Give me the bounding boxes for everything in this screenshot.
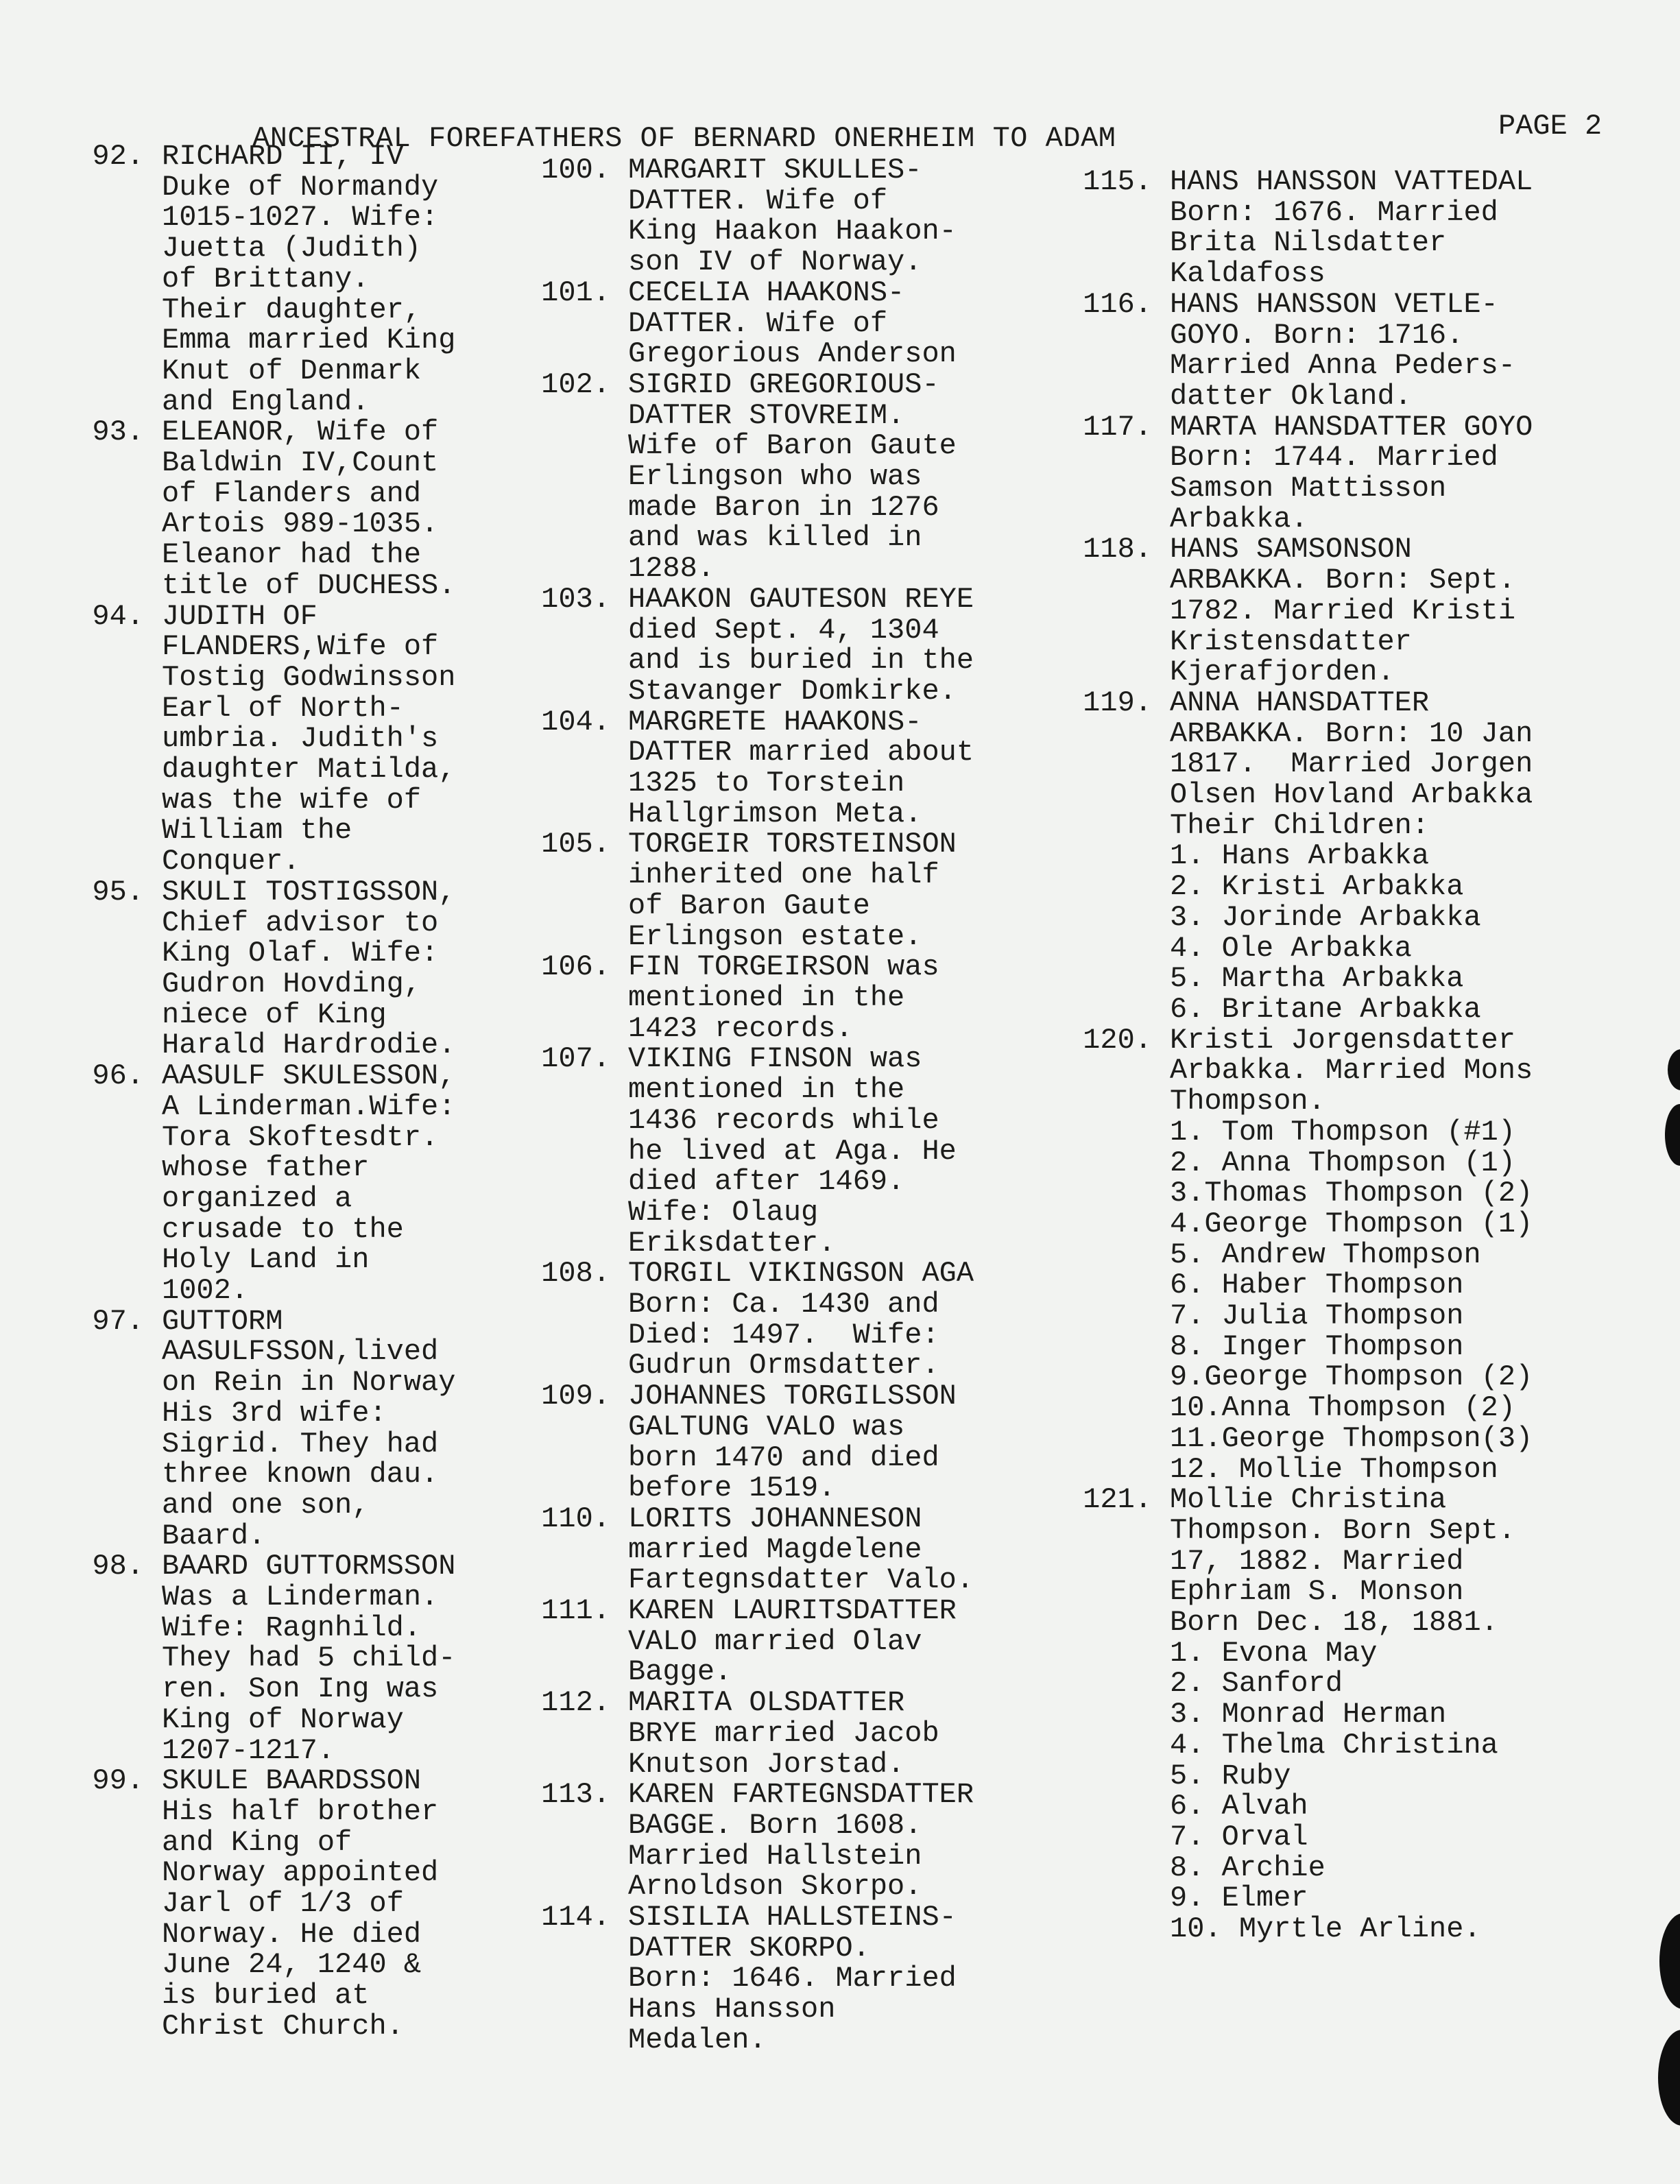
entry-line: Baard. bbox=[162, 1519, 266, 1552]
entry-line: HAAKON GAUTESON REYE bbox=[628, 582, 974, 616]
entry-text bbox=[628, 1381, 1029, 1504]
entry-line: born 1470 and died bbox=[628, 1441, 939, 1474]
entry-number: 116. bbox=[1083, 287, 1152, 321]
entry-line: 3.Thomas Thompson (2) bbox=[1170, 1177, 1533, 1210]
entry-line: Sigrid. They had bbox=[162, 1427, 439, 1461]
entry-text bbox=[628, 1596, 1029, 1688]
genealogy-entry bbox=[494, 1779, 1029, 1902]
entry-text bbox=[628, 1779, 1029, 1902]
entry-line: JUDITH OF bbox=[162, 599, 317, 633]
entry-line: Earl of North- bbox=[162, 691, 404, 725]
entry-line: Kristi Jorgensdatter bbox=[1170, 1023, 1516, 1057]
entry-text bbox=[162, 1306, 514, 1552]
entry-line: RICHARD II, IV bbox=[162, 140, 404, 173]
entry-line: HANS HANSSON VATTEDAL bbox=[1170, 165, 1533, 198]
genealogy-entry bbox=[21, 141, 514, 417]
entry-line: Duke of Normandy bbox=[162, 170, 439, 204]
entry-line: title of DUCHESS. bbox=[162, 568, 456, 602]
entry-line: His 3rd wife: bbox=[162, 1396, 387, 1430]
genealogy-entry bbox=[494, 278, 1029, 370]
entry-number: 94. bbox=[92, 599, 144, 633]
entry-line: Bagge. bbox=[628, 1655, 732, 1689]
entry-line: Married Hallstein bbox=[628, 1839, 922, 1873]
entry-line: King Olaf. Wife: bbox=[162, 937, 439, 970]
entry-line: was the wife of bbox=[162, 783, 422, 817]
entry-text bbox=[162, 877, 514, 1061]
entry-line: CECELIA HAAKONS- bbox=[628, 276, 905, 309]
genealogy-entry bbox=[21, 1061, 514, 1306]
entry-text bbox=[628, 1504, 1029, 1596]
entry-text bbox=[628, 1688, 1029, 1779]
genealogy-entry bbox=[494, 1688, 1029, 1779]
entry-line: They had 5 child- bbox=[162, 1642, 456, 1675]
entry-line: Arbakka. bbox=[1170, 502, 1308, 536]
genealogy-entry bbox=[21, 1551, 514, 1766]
entry-line: Ephriam S. Monson bbox=[1170, 1575, 1464, 1609]
entry-line: Eleanor had the bbox=[162, 538, 422, 572]
entry-line: Holy Land in bbox=[162, 1243, 370, 1277]
entry-line: Wife: Olaug bbox=[628, 1195, 819, 1229]
page-number: PAGE 2 bbox=[1498, 110, 1603, 143]
entry-number: 104. bbox=[541, 705, 610, 739]
entry-line: died after 1469. bbox=[628, 1165, 905, 1199]
entry-line: 1436 records while bbox=[628, 1103, 939, 1137]
entry-text bbox=[628, 707, 1029, 830]
entry-line: 1325 to Torstein bbox=[628, 767, 905, 800]
entry-line: Wife: Ragnhild. bbox=[162, 1611, 422, 1644]
entry-line: HANS SAMSONSON bbox=[1170, 533, 1412, 566]
entry-line: TORGIL VIKINGSON AGA bbox=[628, 1257, 974, 1291]
entry-line: inherited one half bbox=[628, 859, 939, 892]
entry-number: 105. bbox=[541, 828, 610, 861]
column-3 bbox=[1042, 167, 1659, 1945]
entry-line: DATTER. Wife of bbox=[628, 307, 888, 340]
entry-text bbox=[1170, 289, 1659, 412]
entry-line: Born: 1744. Married bbox=[1170, 441, 1498, 475]
binder-hole-icon bbox=[1659, 1913, 1680, 2009]
entry-line: June 24, 1240 & bbox=[162, 1948, 422, 1982]
entry-line: MARITA OLSDATTER bbox=[628, 1686, 905, 1720]
entry-line: GOYO. Born: 1716. bbox=[1170, 318, 1464, 352]
entry-line: Baldwin IV,Count bbox=[162, 446, 439, 480]
entry-line: TORGEIR TORSTEINSON bbox=[628, 828, 957, 861]
entry-line: ANNA HANSDATTER bbox=[1170, 686, 1430, 719]
genealogy-entry bbox=[21, 1306, 514, 1552]
entry-line: King Haakon Haakon- bbox=[628, 215, 957, 248]
entry-line: LORITS JOHANNESON bbox=[628, 1502, 922, 1535]
entry-text bbox=[162, 1766, 514, 2041]
genealogy-entry bbox=[21, 1766, 514, 2041]
entry-line: William the bbox=[162, 814, 352, 848]
entry-text bbox=[162, 417, 514, 601]
entry-line: KAREN FARTEGNSDATTER bbox=[628, 1778, 974, 1812]
entry-line: Kaldafoss bbox=[1170, 257, 1325, 291]
entry-text bbox=[628, 278, 1029, 370]
entry-text bbox=[1170, 688, 1659, 1025]
genealogy-entry bbox=[21, 601, 514, 877]
entry-text bbox=[162, 601, 514, 877]
entry-line: of Baron Gaute bbox=[628, 889, 870, 922]
entry-line: 9. Elmer bbox=[1170, 1882, 1308, 1915]
entry-text bbox=[628, 155, 1029, 278]
entry-text bbox=[628, 370, 1029, 584]
entry-line: Artois 989-1035. bbox=[162, 507, 439, 541]
genealogy-entry bbox=[494, 1596, 1029, 1688]
entry-line: Knutson Jorstad. bbox=[628, 1747, 905, 1781]
genealogy-entry bbox=[494, 829, 1029, 952]
entry-number: 100. bbox=[541, 154, 610, 187]
genealogy-entry bbox=[1042, 534, 1659, 688]
binder-hole-icon bbox=[1668, 1049, 1680, 1090]
entry-line: 5. Ruby bbox=[1170, 1759, 1291, 1792]
entry-text bbox=[162, 1061, 514, 1306]
genealogy-entry bbox=[494, 584, 1029, 707]
genealogy-entry bbox=[494, 1504, 1029, 1596]
entry-line: JOHANNES TORGILSSON bbox=[628, 1380, 957, 1413]
entry-line: niece of King bbox=[162, 998, 387, 1031]
entry-text bbox=[1170, 167, 1659, 289]
entry-line: 1. Tom Thompson (#1) bbox=[1170, 1115, 1516, 1149]
entry-line: GALTUNG VALO was bbox=[628, 1410, 905, 1443]
entry-line: ren. Son Ing was bbox=[162, 1672, 439, 1706]
genealogy-entry bbox=[1042, 289, 1659, 412]
entry-line: Hallgrimson Meta. bbox=[628, 797, 922, 830]
entry-line: MARGRETE HAAKONS- bbox=[628, 705, 922, 739]
entry-line: Erlingson who was bbox=[628, 460, 922, 494]
entry-line: SIGRID GREGORIOUS- bbox=[628, 368, 939, 401]
entry-line: BAARD GUTTORMSSON bbox=[162, 1550, 456, 1583]
entry-line: 4. Thelma Christina bbox=[1170, 1728, 1498, 1762]
entry-line: on Rein in Norway bbox=[162, 1366, 456, 1400]
entry-line: DATTER STOVREIM. bbox=[628, 398, 905, 432]
column-1 bbox=[21, 141, 514, 2042]
entry-line: Arnoldson Skorpo. bbox=[628, 1870, 922, 1904]
genealogy-entry bbox=[494, 155, 1029, 278]
entry-line: and was killed in bbox=[628, 521, 922, 555]
genealogy-entry bbox=[1042, 412, 1659, 535]
entry-line: Gudron Hovding, bbox=[162, 967, 422, 1000]
entry-text bbox=[1170, 1025, 1659, 1485]
entry-line: ELEANOR, Wife of bbox=[162, 416, 439, 449]
entry-number: 118. bbox=[1083, 533, 1152, 566]
entry-line: 2. Sanford bbox=[1170, 1667, 1343, 1701]
entry-line: FLANDERS,Wife of bbox=[162, 630, 439, 664]
binder-hole-icon bbox=[1658, 2030, 1680, 2126]
entry-number: 93. bbox=[92, 416, 144, 449]
entry-number: 119. bbox=[1083, 686, 1152, 719]
entry-line: 12. Mollie Thompson bbox=[1170, 1452, 1498, 1486]
entry-line: datter Okland. bbox=[1170, 379, 1412, 413]
entry-line: 4. Ole Arbakka bbox=[1170, 931, 1412, 965]
genealogy-entry bbox=[1042, 1485, 1659, 1945]
entry-number: 95. bbox=[92, 875, 144, 909]
entry-number: 92. bbox=[92, 140, 144, 173]
entry-line: 6. Alvah bbox=[1170, 1790, 1308, 1823]
entry-line: Fartegnsdatter Valo. bbox=[628, 1563, 974, 1597]
entry-line: Tostig Godwinsson bbox=[162, 660, 456, 694]
entry-number: 113. bbox=[541, 1778, 610, 1812]
genealogy-entry bbox=[494, 1044, 1029, 1258]
entry-line: mentioned in the bbox=[628, 1073, 905, 1107]
genealogy-entry bbox=[494, 1258, 1029, 1381]
genealogy-entry bbox=[494, 952, 1029, 1044]
entry-number: 101. bbox=[541, 276, 610, 309]
entry-line: Juetta (Judith) bbox=[162, 232, 422, 265]
entry-line: 2. Kristi Arbakka bbox=[1170, 870, 1464, 904]
entry-line: 3. Jorinde Arbakka bbox=[1170, 900, 1481, 934]
binder-hole-icon bbox=[1665, 1104, 1680, 1166]
entry-line: 1015-1027. Wife: bbox=[162, 201, 439, 235]
entry-number: 121. bbox=[1083, 1483, 1152, 1517]
entry-line: 1288. bbox=[628, 552, 715, 586]
entry-line: Was a Linderman. bbox=[162, 1581, 439, 1614]
entry-number: 103. bbox=[541, 582, 610, 616]
entry-line: His half brother bbox=[162, 1795, 439, 1828]
entry-line: Norway appointed bbox=[162, 1856, 439, 1890]
entry-line: 10. Myrtle Arline. bbox=[1170, 1912, 1481, 1946]
entry-text bbox=[628, 829, 1029, 952]
entry-line: Born Dec. 18, 1881. bbox=[1170, 1606, 1498, 1640]
entry-text bbox=[1170, 1485, 1659, 1945]
entry-line: KAREN LAURITSDATTER bbox=[628, 1594, 957, 1628]
genealogy-entry bbox=[1042, 1025, 1659, 1485]
genealogy-entry bbox=[494, 370, 1029, 584]
entry-number: 99. bbox=[92, 1764, 144, 1798]
entry-number: 114. bbox=[541, 1901, 610, 1934]
entry-line: BAGGE. Born 1608. bbox=[628, 1808, 922, 1842]
entry-line: he lived at Aga. He bbox=[628, 1134, 957, 1168]
entry-line: Gudrun Ormsdatter. bbox=[628, 1349, 939, 1382]
entry-line: A Linderman.Wife: bbox=[162, 1090, 456, 1123]
entry-line: 8. Archie bbox=[1170, 1851, 1325, 1884]
entry-line: Died: 1497. Wife: bbox=[628, 1318, 939, 1352]
entry-line: ARBAKKA. Born: 10 Jan bbox=[1170, 717, 1533, 750]
entry-line: Born: 1676. Married bbox=[1170, 195, 1498, 229]
genealogy-entry bbox=[494, 707, 1029, 830]
entry-line: 4.George Thompson (1) bbox=[1170, 1207, 1533, 1240]
entry-line: mentioned in the bbox=[628, 981, 905, 1014]
entry-line: Thompson. Born Sept. bbox=[1170, 1513, 1516, 1547]
entry-number: 120. bbox=[1083, 1023, 1152, 1057]
entry-line: AASULF SKULESSON, bbox=[162, 1059, 456, 1093]
entry-number: 110. bbox=[541, 1502, 610, 1535]
entry-line: VIKING FINSON was bbox=[628, 1042, 922, 1076]
entry-line: and is buried in the bbox=[628, 644, 974, 677]
entry-line: Hans Hansson bbox=[628, 1993, 836, 2026]
entry-line: Wife of Baron Gaute bbox=[628, 429, 957, 463]
entry-line: DATTER. Wife of bbox=[628, 184, 888, 217]
entry-line: Kristensdatter bbox=[1170, 625, 1412, 658]
entry-line: 9.George Thompson (2) bbox=[1170, 1360, 1533, 1394]
entry-line: Knut of Denmark bbox=[162, 354, 422, 387]
entry-line: 1. Evona May bbox=[1170, 1636, 1378, 1670]
entry-line: three known dau. bbox=[162, 1458, 439, 1491]
entry-line: 1207-1217. bbox=[162, 1733, 335, 1767]
entry-line: SKULE BAARDSSON bbox=[162, 1764, 422, 1798]
entry-line: 11.George Thompson(3) bbox=[1170, 1421, 1533, 1455]
entry-number: 106. bbox=[541, 950, 610, 984]
entry-line: Arbakka. Married Mons bbox=[1170, 1054, 1533, 1088]
column-2 bbox=[494, 155, 1029, 2056]
entry-line: Thompson. bbox=[1170, 1085, 1325, 1118]
entry-number: 107. bbox=[541, 1042, 610, 1076]
entry-line: 7. Orval bbox=[1170, 1820, 1308, 1853]
entry-line: umbria. Judith's bbox=[162, 722, 439, 756]
entry-line: and King of bbox=[162, 1825, 352, 1859]
entry-line: and one son, bbox=[162, 1488, 370, 1522]
entry-line: before 1519. bbox=[628, 1472, 836, 1505]
entry-number: 108. bbox=[541, 1257, 610, 1291]
entry-line: 10.Anna Thompson (2) bbox=[1170, 1391, 1516, 1425]
entry-line: crusade to the bbox=[162, 1212, 404, 1246]
entry-line: Erlingson estate. bbox=[628, 920, 922, 953]
entry-line: Their daughter, bbox=[162, 293, 422, 326]
genealogy-entry bbox=[494, 1902, 1029, 2056]
entry-text bbox=[162, 1551, 514, 1766]
entry-line: son IV of Norway. bbox=[628, 245, 922, 279]
entry-line: VALO married Olav bbox=[628, 1624, 922, 1658]
genealogy-entry bbox=[21, 417, 514, 601]
entry-line: Medalen. bbox=[628, 2023, 767, 2056]
entry-line: Tora Skoftesdtr. bbox=[162, 1120, 439, 1154]
entry-line: 1002. bbox=[162, 1274, 249, 1308]
entry-line: 1782. Married Kristi bbox=[1170, 594, 1516, 627]
entry-line: Stavanger Domkirke. bbox=[628, 674, 957, 708]
entry-line: MARGARIT SKULLES- bbox=[628, 154, 922, 187]
entry-line: 3. Monrad Herman bbox=[1170, 1698, 1447, 1731]
entry-line: married Magdelene bbox=[628, 1533, 922, 1566]
genealogy-entry bbox=[1042, 688, 1659, 1025]
entry-line: SISILIA HALLSTEINS- bbox=[628, 1901, 957, 1934]
entry-text bbox=[628, 1902, 1029, 2056]
entry-line: Married Anna Peders- bbox=[1170, 349, 1516, 383]
entry-text bbox=[1170, 412, 1659, 535]
entry-number: 102. bbox=[541, 368, 610, 401]
entry-line: ARBAKKA. Born: Sept. bbox=[1170, 564, 1516, 597]
entry-text bbox=[628, 1044, 1029, 1258]
page-title: ANCESTRAL FOREFATHERS OF BERNARD ONERHEIM TO ADAM bbox=[252, 122, 1116, 155]
entry-text bbox=[1170, 534, 1659, 688]
genealogy-entry bbox=[494, 1381, 1029, 1504]
entry-line: 6. Haber Thompson bbox=[1170, 1269, 1464, 1302]
entry-line: of Brittany. bbox=[162, 262, 370, 296]
entry-line: 6. Britane Arbakka bbox=[1170, 992, 1481, 1026]
entry-number: 96. bbox=[92, 1059, 144, 1093]
entry-line: 5. Andrew Thompson bbox=[1170, 1238, 1481, 1271]
entry-line: 1. Hans Arbakka bbox=[1170, 839, 1430, 873]
entry-line: FIN TORGEIRSON was bbox=[628, 950, 939, 984]
entry-line: 2. Anna Thompson (1) bbox=[1170, 1146, 1516, 1179]
entry-line: AASULFSSON,lived bbox=[162, 1335, 439, 1369]
entry-number: 112. bbox=[541, 1686, 610, 1720]
entry-line: Harald Hardrodie. bbox=[162, 1029, 456, 1062]
entry-line: of Flanders and bbox=[162, 477, 422, 510]
entry-number: 111. bbox=[541, 1594, 610, 1628]
entry-line: 5. Martha Arbakka bbox=[1170, 962, 1464, 996]
entry-line: and England. bbox=[162, 385, 370, 418]
entry-line: King of Norway bbox=[162, 1703, 404, 1736]
entry-line: Samson Mattisson bbox=[1170, 472, 1447, 505]
entry-line: organized a bbox=[162, 1181, 352, 1215]
entry-line: HANS HANSSON VETLE- bbox=[1170, 287, 1498, 321]
entry-line: died Sept. 4, 1304 bbox=[628, 613, 939, 647]
entry-number: 117. bbox=[1083, 410, 1152, 444]
entry-text bbox=[162, 141, 514, 417]
entry-line: SKULI TOSTIGSSON, bbox=[162, 875, 456, 909]
entry-line: 8. Inger Thompson bbox=[1170, 1330, 1464, 1363]
entry-number: 115. bbox=[1083, 165, 1152, 198]
entry-line: Eriksdatter. bbox=[628, 1226, 836, 1260]
entry-line: 7. Julia Thompson bbox=[1170, 1299, 1464, 1333]
entry-line: GUTTORM bbox=[162, 1304, 283, 1338]
entry-line: Olsen Hovland Arbakka bbox=[1170, 778, 1533, 812]
entry-line: Mollie Christina bbox=[1170, 1483, 1447, 1517]
entry-line: 1817. Married Jorgen bbox=[1170, 747, 1533, 781]
entry-line: daughter Matilda, bbox=[162, 753, 456, 787]
entry-line: Norway. He died bbox=[162, 1917, 422, 1951]
entry-line: 17, 1882. Married bbox=[1170, 1544, 1464, 1578]
entry-number: 109. bbox=[541, 1380, 610, 1413]
entry-line: BRYE married Jacob bbox=[628, 1716, 939, 1750]
entry-line: Jarl of 1/3 of bbox=[162, 1887, 404, 1921]
entry-line: is buried at bbox=[162, 1979, 370, 2013]
entry-line: Chief advisor to bbox=[162, 906, 439, 939]
entry-line: MARTA HANSDATTER GOYO bbox=[1170, 410, 1533, 444]
entry-line: 1423 records. bbox=[628, 1011, 853, 1045]
entry-line: DATTER married about bbox=[628, 736, 974, 769]
genealogy-entry bbox=[1042, 167, 1659, 289]
entry-text bbox=[628, 1258, 1029, 1381]
entry-line: Born: Ca. 1430 and bbox=[628, 1288, 939, 1321]
entry-text bbox=[628, 952, 1029, 1044]
genealogy-entry bbox=[21, 877, 514, 1061]
entry-number: 97. bbox=[92, 1304, 144, 1338]
entry-line: Conquer. bbox=[162, 845, 300, 878]
entry-line: Gregorious Anderson bbox=[628, 337, 957, 371]
entry-line: whose father bbox=[162, 1151, 370, 1185]
entry-number: 98. bbox=[92, 1550, 144, 1583]
entry-line: Christ Church. bbox=[162, 2009, 404, 2043]
entry-text bbox=[628, 584, 1029, 707]
entry-line: DATTER SKORPO. bbox=[628, 1931, 870, 1965]
entry-line: Born: 1646. Married bbox=[628, 1962, 957, 1995]
entry-line: Brita Nilsdatter bbox=[1170, 226, 1447, 260]
entry-line: Emma married King bbox=[162, 324, 456, 357]
entry-line: Their Children: bbox=[1170, 808, 1430, 842]
entry-line: Kjerafjorden. bbox=[1170, 656, 1395, 689]
entry-line: made Baron in 1276 bbox=[628, 490, 939, 524]
